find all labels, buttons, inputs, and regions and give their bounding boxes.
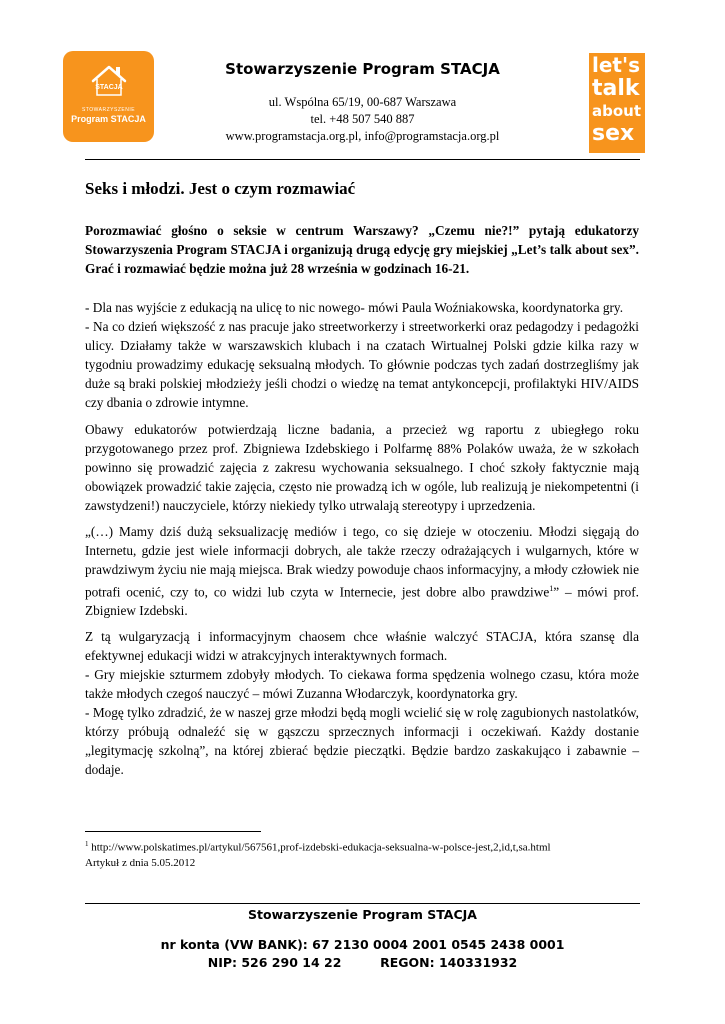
house-icon <box>63 51 154 111</box>
stacja-logo <box>63 51 154 142</box>
article-paragraph-4 <box>85 627 639 779</box>
paragraph-game-description: - Mogę tylko zdradzić, że w naszej grze młodzi będą mogli wcielić się w rolę zagubionych nastolatków, którzy próbują odnaleźć się w gąszczu sprzecznych informacji i oczekiwań. Każdy dostanie „legitymację szkolną”, na której zbierać będzie pieczątki. Będzie bardzo zaskakująco i zabawnie – dodaje. <box>85 705 639 777</box>
footnote-marker: 1 <box>85 840 89 848</box>
org-name: Stowarzyszenie Program STACJA <box>225 60 500 78</box>
header-divider <box>85 159 640 160</box>
article-paragraph-2: Obawy edukatorów potwierdzają liczne badania, a przecież wg raportu z ubiegłego roku przygotowanego przez prof. Zbigniewa Izdebskiego i Polfarmę 88% Polaków uważa, że w szkołach powinno się prowadzić zajęcia z zakresu wychowania seksualnego. I choć szkoły faktycznie mają obowiązek prowadzić takie zajęcia, często nie prowadzą ich w ogóle, lub realizują je niekompetentni (i zawstydzeni!) nauczyciele, którzy niekiedy tylko utrwalają stereotypy i uprzedzenia. <box>85 422 639 513</box>
izdebski-quote: „(…) Mamy dziś dużą seksualizację mediów i tego, co się dzieje w otoczeniu. Młodzi sięgają do Internetu, gdzie jest wiele informacji dobrych, ale także rzeczy odrażających i wulgarnych, które w prawdziwym życiu nie mają miejsca. Brak wiedzy powoduje chaos informacyjny, a młody człowiek nie potrafi ocenić, czy to, co widzi lub czyta w Internecie, jest dobre albo prawdziwe <box>85 524 639 600</box>
footer-bank-account: nr konta (VW BANK): 67 2130 0004 2001 0545 2438 0001 <box>160 937 565 952</box>
article-paragraph-1 <box>85 298 639 412</box>
org-address: ul. Wspólna 65/19, 00-687 Warszawa <box>268 95 457 109</box>
quote-wozniakowska: - Dla nas wyjście z edukacją na ulicę to nic nowego- mówi Paula Woźniakowska, koordynatorka gry. <box>85 300 624 315</box>
footnote-rule <box>85 831 261 832</box>
logo-stacja-text: STACJA <box>95 84 123 91</box>
footer-divider <box>85 903 640 904</box>
footnote-url[interactable]: http://www.polskatimes.pl/artykul/567561,prof-izdebski-edukacja-seksualna-w-polsce-jest,2,id,t,sa.html <box>91 841 551 854</box>
footer-regon: REGON: 140331932 <box>380 955 518 970</box>
article-paragraph-3 <box>85 522 639 620</box>
logo-program-text: Program STACJA <box>71 114 146 124</box>
logo-word-talk: talk <box>592 76 640 101</box>
footer-nip: NIP: 526 290 14 22 <box>207 955 342 970</box>
logo-word-about: about <box>592 102 642 120</box>
quote-wlodarczyk: - Gry miejskie szturmem zdobyły młodych. To ciekawa forma spędzenia wolnego czasu, która może także młodych czegoś nauczyć – mówi Zuzanna Włodarczyk, koordynatorka gry. <box>85 667 639 701</box>
footer-org-name: Stowarzyszenie Program STACJA <box>248 907 477 922</box>
footer-ids <box>85 955 640 970</box>
footnote-source <box>85 840 551 854</box>
footnote-date: Artykuł z dnia 5.05.2012 <box>85 857 196 869</box>
logo-word-lets: let's <box>592 53 641 77</box>
org-phone: tel. +48 507 540 887 <box>310 112 415 126</box>
article-lead: Porozmawiać głośno o seksie w centrum Warszawy? „Czemu nie?!” pytają edukatorzy Stowarzyszenia Program STACJA i organizują drugą edycję gry miejskiej „Let’s talk about sex”. Grać i rozmawiać będzie można już 28 września w godzinach 16-21. <box>85 223 639 276</box>
paragraph-streetworkers: - Na co dzień większość z nas pracuje jako streetworkerzy i streetworkerki oraz pedagodzy i pedagożki ulicy. Działamy także w warszawskich klubach i na czatach Wirtualnej Polski gdzie kilka razy w tygodniu prowadzimy edukację seksualną młodych. To głównie podczas tych zadań dostrzegliśmy jak duże są braki polskiej młodzieży jeśli chodzi o wiedzę na temat antykoncepcji, profilaktyki HIV/AIDS czy dbania o zdrowie intymne. <box>85 319 639 410</box>
lets-talk-about-sex-logo <box>589 53 649 157</box>
paragraph-stacja-fights: Z tą wulgaryzacją i informacyjnym chaosem chce właśnie walczyć STACJA, która szansę dla efektywnej edukacji widzi w atrakcyjnych interaktywnych formach. <box>85 629 639 663</box>
org-web-email: www.programstacja.org.pl, info@programstacja.org.pl <box>225 129 500 143</box>
logo-small-text: STOWARZYSZENIE <box>81 107 136 113</box>
logo-word-sex: sex <box>592 121 635 146</box>
article-title: Seks i młodzi. Jest o czym rozmawiać <box>85 179 356 198</box>
footnote-ref: 1 <box>549 584 554 593</box>
izdebski-attribution: ” – mówi prof. Zbigniew Izdebski. <box>85 584 640 619</box>
